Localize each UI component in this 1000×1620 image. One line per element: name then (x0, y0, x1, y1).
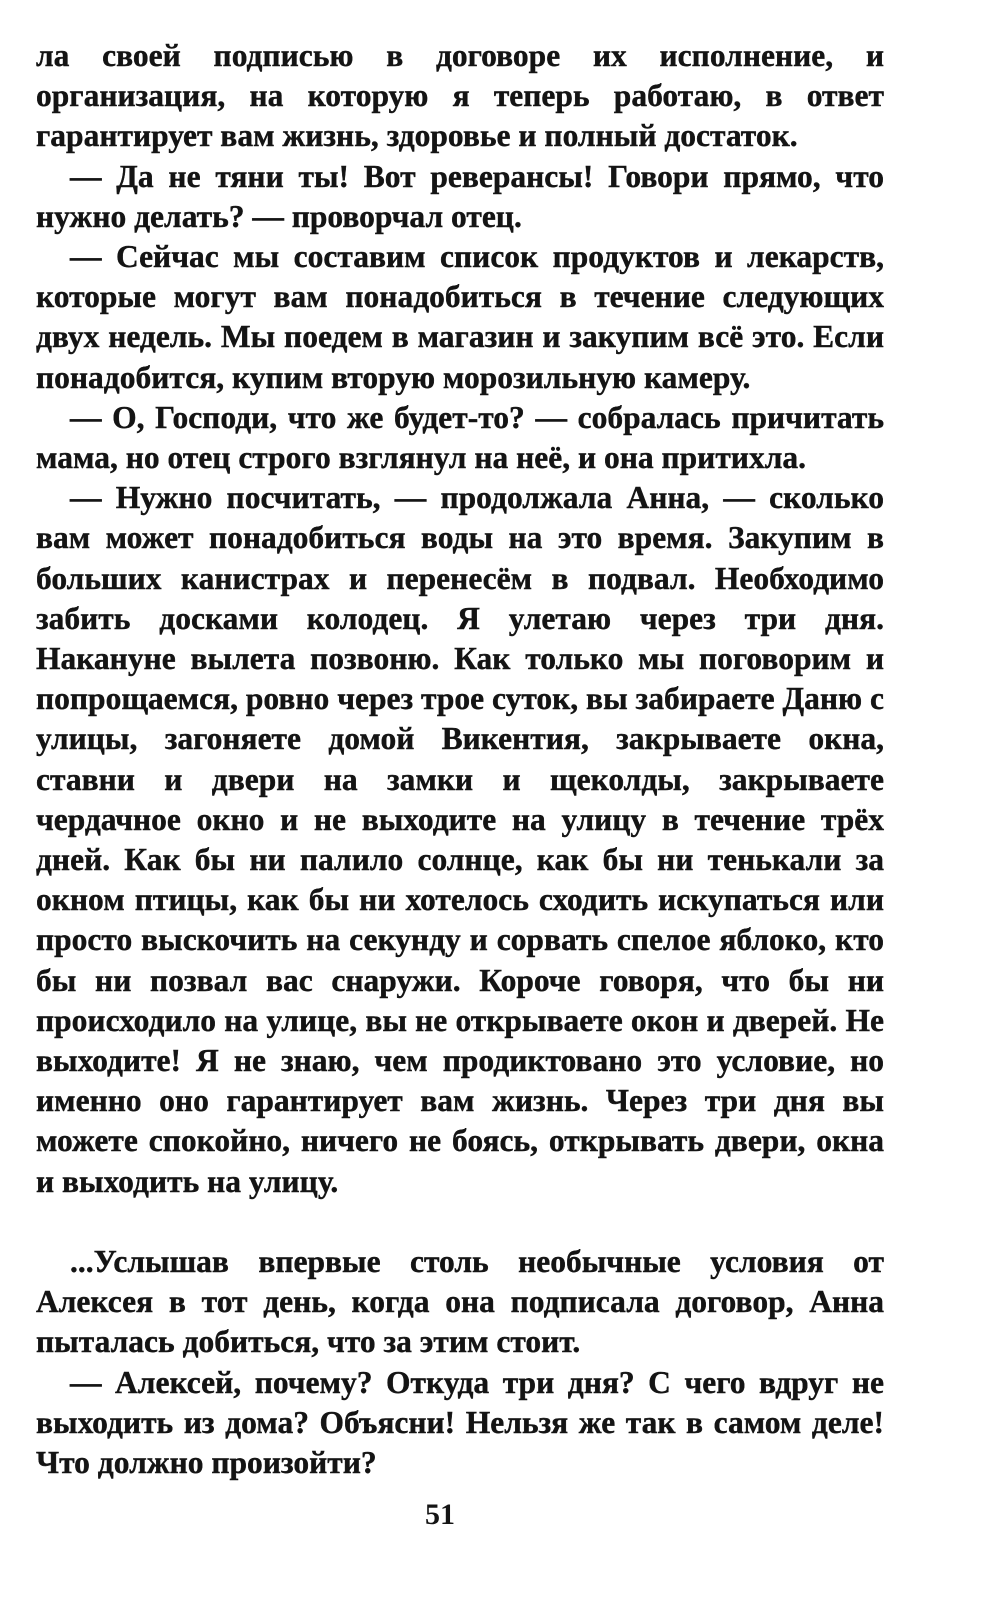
paragraph-anna-question: — Алексей, почему? Откуда три дня? С чего вдруг не выходить из дома? Объясни! Нельзя же так в самом деле! Что должно произойти? (36, 1364, 884, 1480)
paragraph-anna-instructions: — Нужно посчитать, — продолжала Анна, — сколько вам может понадобиться воды на это время. Закупим в больших канистрах и перенесём в подвал. Необходимо забить досками колодец. Я улетаю через три дня. Накануне вылета позвоню. Как только мы поговорим и попрощаемся, ровно через трое суток, вы забираете Даню с улицы, загоняете домой Викентия, закрываете окна, ставни и двери на замки и щеколды, закрываете чердачное окно и не выходите на улицу в течение трёх дней. Как бы ни палило солнце, как бы ни тенькали за окном птицы, как бы ни хотелось сходить искупаться или просто выскочить на секунду и сорвать спелое яблоко, кто бы ни позвал вас снаружи. Короче говоря, что бы ни происходило на улице, вы не открываете окон и дверей. Не выходите! Я не знаю, чем продиктовано это условие, но именно оно гарантирует вам жизнь. Через три дня вы можете спокойно, ничего не боясь, открывать двери, окна и выходить на улицу. (36, 480, 884, 1199)
page-number: 51 (425, 1498, 455, 1531)
paragraph-continued: ла своей подписью в договоре их исполнение, и организация, на которую я теперь работаю, в ответ гарантирует вам жизнь, здоровье и полный достаток. (36, 38, 884, 154)
page-text (36, 36, 884, 1483)
paragraph-father-dialogue: — Да не тяни ты! Вот реверансы! Говори прямо, что нужно делать? — проворчал отец. (36, 158, 884, 234)
paragraph-shopping-list: — Сейчас мы составим список продуктов и лекарств, которые могут вам понадобиться в течение следующих двух недель. Мы поедем в магазин и закупим всё это. Если понадобится, купим вторую морозильную камеру. (36, 239, 884, 395)
paragraph-flashback: ...Услышав впервые столь необычные условия от Алексея в тот день, когда она подписала договор, Анна пыталась добиться, что за этим стоит. (36, 1243, 884, 1360)
paragraph-mother-dialogue: — О, Господи, что же будет-то? — собралась причитать мама, но отец строго взглянул на неё, и она притихла. (36, 399, 884, 476)
